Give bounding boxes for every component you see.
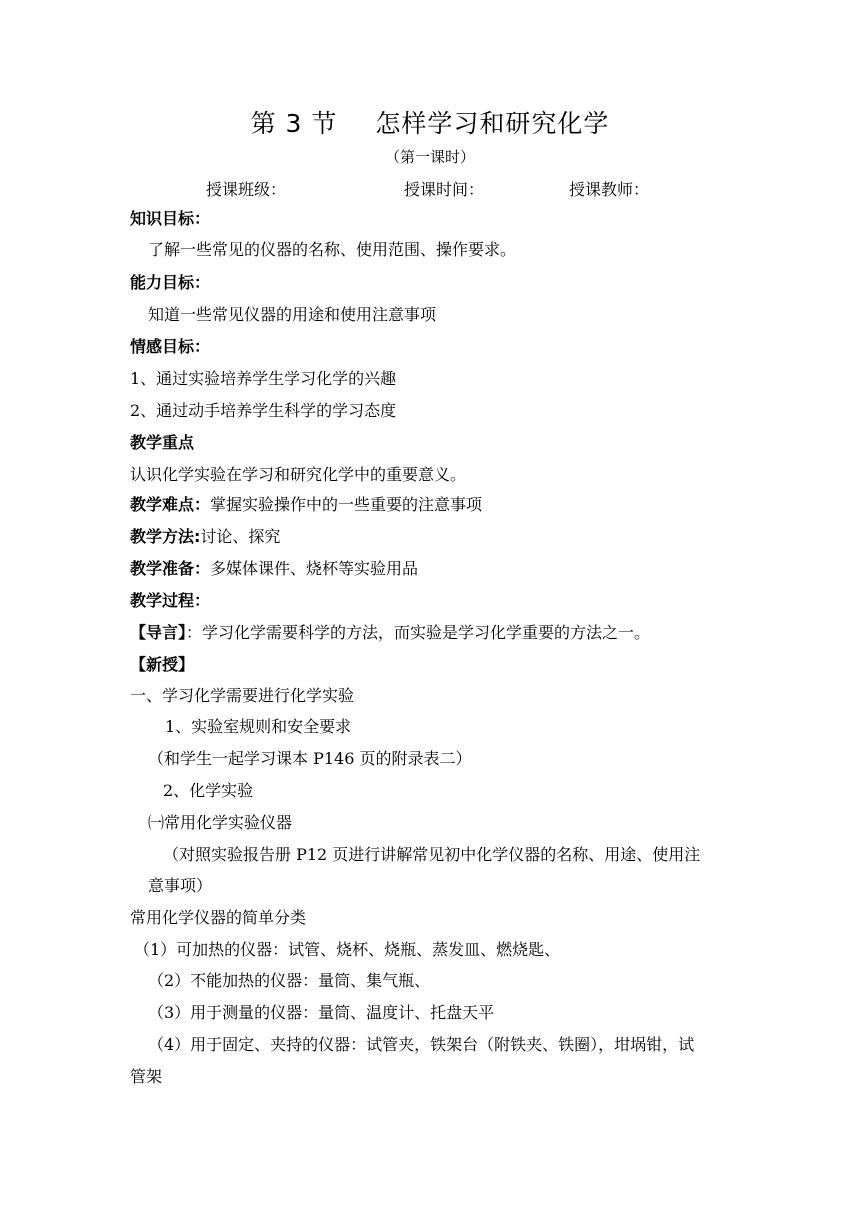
item-2: 2、化学实验 bbox=[163, 781, 254, 800]
classification-heading: 常用化学仪器的简单分类 bbox=[130, 908, 307, 927]
emotion-item-2: 2、通过动手培养学生科学的学习态度 bbox=[130, 401, 397, 420]
method-text: 讨论、探究 bbox=[200, 527, 281, 546]
focus-heading: 教学重点 bbox=[130, 433, 195, 452]
lesson-title bbox=[0, 104, 860, 140]
category-2: （2）不能加热的仪器：量筒、集气瓶、 bbox=[148, 971, 431, 990]
process-heading: 教学过程： bbox=[130, 591, 211, 610]
sub-item-1: ㈠常用化学实验仪器 bbox=[148, 813, 293, 832]
emotion-heading: 情感目标： bbox=[130, 337, 211, 356]
intro-label: 【导言】 bbox=[130, 623, 187, 642]
item-1-note: （和学生一起学习课本 P146 页的附录表二） bbox=[148, 749, 472, 768]
prep-heading: 教学准备： bbox=[130, 559, 211, 578]
method-line bbox=[130, 527, 280, 547]
category-3: （3）用于测量的仪器：量筒、温度计、托盘天平 bbox=[148, 1003, 495, 1022]
section-1-heading: 一、学习化学需要进行化学实验 bbox=[130, 686, 355, 705]
difficulty-line bbox=[130, 495, 482, 515]
focus-text: 认识化学实验在学习和研究化学中的重要意义。 bbox=[130, 465, 467, 484]
teacher-label: 授课教师： bbox=[569, 180, 650, 199]
knowledge-text: 了解一些常见的仪器的名称、使用范围、操作要求。 bbox=[148, 240, 517, 259]
category-4-b: 管架 bbox=[130, 1067, 163, 1086]
class-label: 授课班级： bbox=[206, 180, 287, 199]
intro-text: ：学习化学需要科学的方法，而实验是学习化学重要的方法之一。 bbox=[186, 623, 651, 642]
title-section: 第 3 节 bbox=[250, 109, 338, 138]
item-1: 1、实验室规则和安全要求 bbox=[165, 717, 352, 736]
ability-text: 知道一些常见仪器的用途和使用注意事项 bbox=[148, 305, 437, 324]
title-text: 怎样学习和研究化学 bbox=[375, 109, 610, 138]
time-label: 授课时间： bbox=[404, 180, 485, 199]
emotion-item-1: 1、通过实验培养学生学习化学的兴趣 bbox=[130, 369, 397, 388]
difficulty-text: 掌握实验操作中的一些重要的注意事项 bbox=[210, 495, 483, 514]
ability-heading: 能力目标： bbox=[130, 273, 211, 292]
difficulty-heading: 教学难点： bbox=[130, 495, 211, 514]
sub-item-1-note-a: （对照实验报告册 P12 页进行讲解常见初中化学仪器的名称、用途、使用注 bbox=[163, 845, 701, 864]
prep-text: 多媒体课件、烧杯等实验用品 bbox=[210, 559, 419, 578]
method-heading: 教学方法: bbox=[130, 527, 201, 546]
intro-line bbox=[130, 623, 650, 643]
category-1: （1）可加热的仪器：试管、烧杯、烧瓶、蒸发皿、燃烧匙、 bbox=[134, 940, 561, 959]
new-lesson-label: 【新授】 bbox=[130, 655, 195, 674]
sub-item-1-note-b: 意事项） bbox=[148, 876, 213, 895]
prep-line bbox=[130, 559, 418, 579]
knowledge-heading: 知识目标： bbox=[130, 209, 211, 228]
category-4-a: （4）用于固定、夹持的仪器：试管夹，铁架台（附铁夹、铁圈），坩埚钳，试 bbox=[148, 1035, 695, 1054]
lesson-subtitle: （第一课时） bbox=[384, 148, 475, 166]
